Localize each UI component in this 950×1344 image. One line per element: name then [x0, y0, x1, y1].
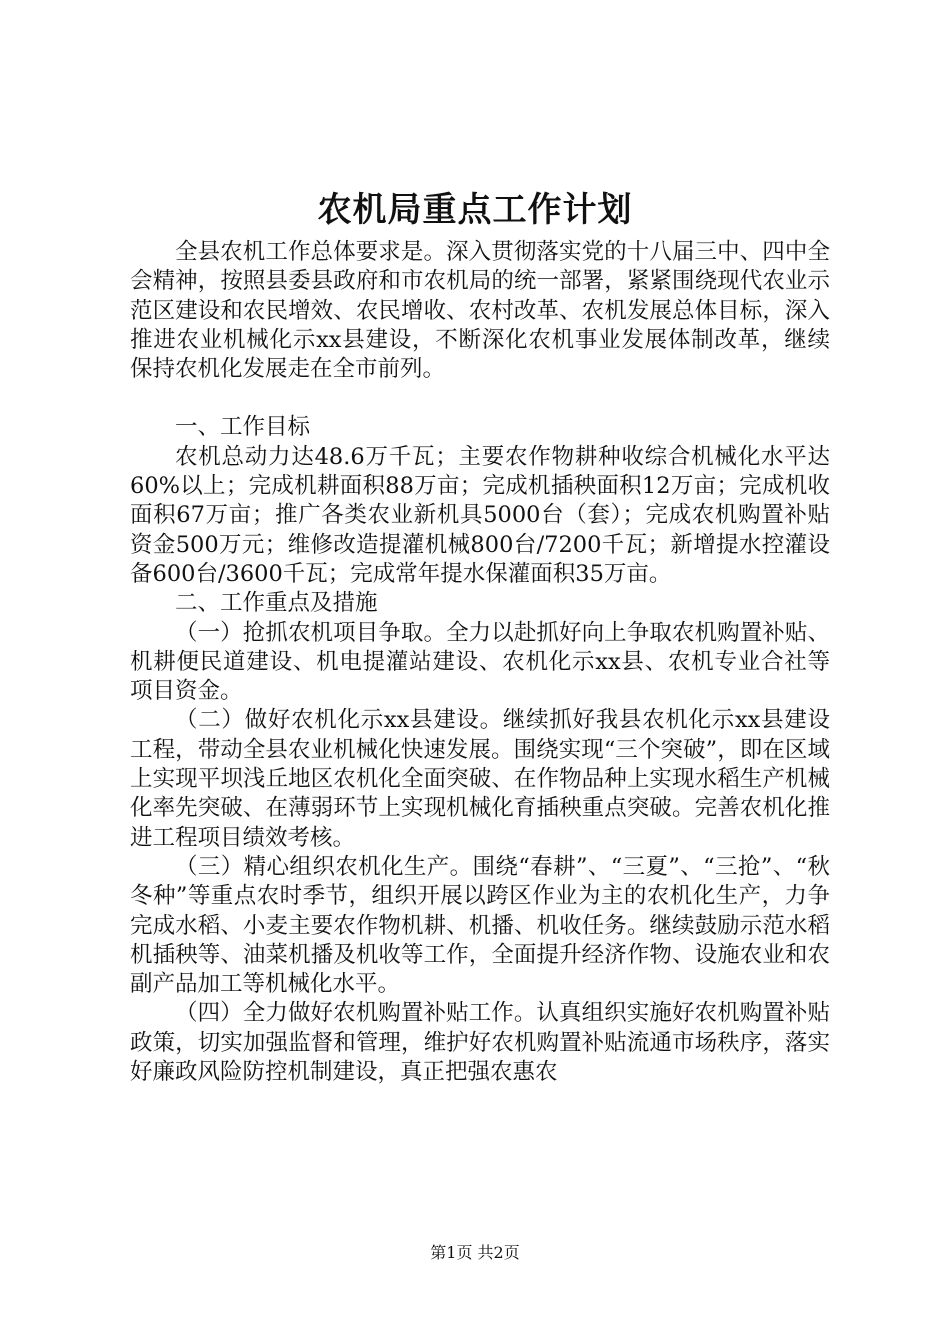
- page-number-footer: 第1页 共2页: [430, 1243, 520, 1262]
- section-heading-goals: 一、工作目标: [175, 414, 311, 441]
- measure-paragraph-4: （四）全力做好农机购置补贴工作。认真组织实施好农机购置补贴政策，切实加强监督和管理，维护好农机购置补贴流通市场秩序，落实好廉政风险防控机制建设，真正把强农惠农: [130, 1000, 830, 1086]
- measure-paragraph-2: （二）做好农机化示xx县建设。继续抓好我县农机化示xx县建设工程，带动全县农业机械化快速发展。围绕实现“三个突破”，即在区域上实现平坝浅丘地区农机化全面突破、在作物品种上实现水稻生产机械化率先突破、在薄弱环节上实现机械化育插秧重点突破。完善农机化推进工程项目绩效考核。: [130, 707, 830, 851]
- measure-paragraph-1: （一）抢抓农机项目争取。全力以赴抓好向上争取农机购置补贴、机耕便民道建设、机电提灌站建设、农机化示xx县、农机专业合社等项目资金。: [130, 619, 830, 705]
- goals-paragraph: 农机总动力达48.6万千瓦；主要农作物耕种收综合机械化水平达60%以上；完成机耕面积88万亩；完成机插秧面积12万亩；完成机收面积67万亩；推广各类农业新机具5000台（套）；完成农机购置补贴资金500万元；维修改造提灌机械800台/7200千瓦；新增提水控灌设备600台/3600千瓦；完成常年提水保灌面积35万亩。: [130, 443, 830, 587]
- section-heading-measures: 二、工作重点及措施: [175, 590, 378, 617]
- intro-paragraph: 全县农机工作总体要求是。深入贯彻落实党的十八届三中、四中全会精神，按照县委县政府和市农机局的统一部署，紧紧围绕现代农业示范区建设和农民增效、农民增收、农村改革、农机发展总体目标，深入推进农业机械化示xx县建设，不断深化农机事业发展体制改革，继续保持农机化发展走在全市前列。: [130, 239, 830, 383]
- document-title: 农机局重点工作计划: [317, 190, 633, 230]
- document-body: [130, 238, 830, 1087]
- measure-paragraph-3: （三）精心组织农机化生产。围绕“春耕”、“三夏”、“三抢”、“秋冬种”等重点农时季节，组织开展以跨区作业为主的农机化生产，力争完成水稻、小麦主要农作物机耕、机播、机收任务。继续鼓励示范水稻机插秧等、油菜机播及机收等工作，全面提升经济作物、设施农业和农副产品加工等机械化水平。: [130, 853, 830, 998]
